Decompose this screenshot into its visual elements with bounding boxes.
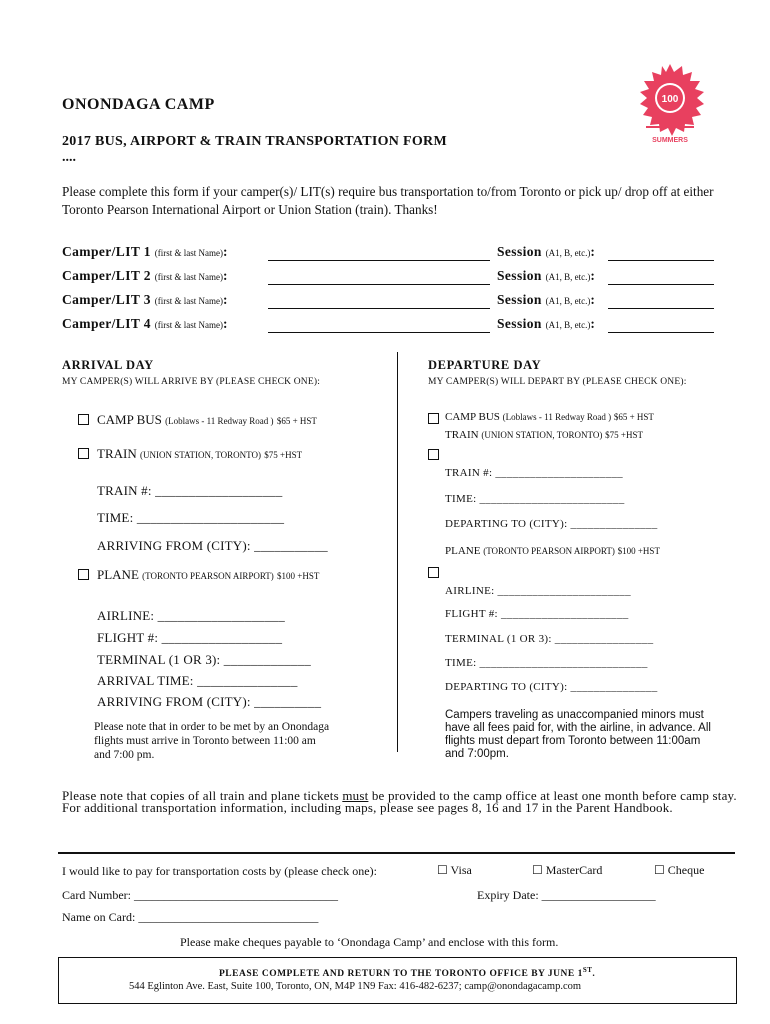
departure-note: Campers traveling as unaccompanied minors must have all fees paid for, with the airline, in advance. All flights must depart from Toronto between 11:00am and 7:00pm.: [445, 709, 711, 760]
arrival-plane-option: PLANE (TORONTO PEARSON AIRPORT) $100 +HST: [97, 567, 320, 582]
tickets-note: Please note that copies of all train and plane tickets must be provided to the camp office at least one month before camp stay. For additional transportation information, including maps, please see pages 8, 16 and 17 in the Parent Handbook.: [62, 788, 737, 815]
session-3-label: Session (A1, B, etc.):: [497, 292, 596, 307]
section-rule: [58, 852, 735, 854]
session-3-line[interactable]: [608, 308, 714, 309]
arrival-terminal-field[interactable]: TERMINAL (1 OR 3): _____________: [97, 652, 311, 667]
arrival-train-option: TRAIN (UNION STATION, TORONTO) $75 +HST: [97, 446, 303, 461]
session-2-label: Session (A1, B, etc.):: [497, 268, 596, 283]
departure-to-field[interactable]: DEPARTING TO (CITY): _______________: [445, 681, 658, 693]
arrival-train-from-field[interactable]: ARRIVING FROM (CITY): ___________: [97, 538, 328, 553]
session-4-line[interactable]: [608, 332, 714, 333]
session-4-label: Session (A1, B, etc.):: [497, 316, 596, 331]
departure-terminal-field[interactable]: TERMINAL (1 OR 3): _________________: [445, 633, 654, 645]
arrival-plane-from-field[interactable]: ARRIVING FROM (CITY): __________: [97, 694, 322, 709]
office-contact: 544 Eglinton Ave. East, Suite 100, Toronto, ON, M4P 1N9 Fax: 416-482-6237; camp@onondagacamp.com: [129, 981, 582, 992]
arrival-flight-field[interactable]: FLIGHT #: __________________: [97, 630, 283, 645]
departure-time-field[interactable]: TIME: _____________________________: [445, 657, 648, 669]
arrival-note: Please note that in order to be met by an Onondaga flights must arrive in Toronto between 11:00 am and 7:00 pm.: [94, 721, 330, 761]
arrival-bus-checkbox[interactable]: [78, 414, 89, 425]
departure-train-checkbox[interactable]: [428, 449, 439, 460]
session-1-line[interactable]: [608, 260, 714, 261]
departure-plane-checkbox[interactable]: [428, 567, 439, 578]
arrival-airline-field[interactable]: AIRLINE: ___________________: [97, 608, 285, 623]
departure-flight-field[interactable]: FLIGHT #: ______________________: [445, 608, 629, 620]
camper-4-label: Camper/LIT 4 (first & last Name):: [62, 316, 228, 331]
return-deadline: PLEASE COMPLETE AND RETURN TO THE TORONTO OFFICE BY JUNE 1ST.: [219, 966, 596, 980]
departure-bus-checkbox[interactable]: [428, 413, 439, 424]
form-subtitle: 2017 BUS, AIRPORT & TRAIN TRANSPORTATION FORM: [62, 134, 447, 149]
subtitle-dots: ....: [62, 150, 76, 165]
departure-train-time-field[interactable]: TIME: _________________________: [445, 493, 625, 505]
expiry-date-field[interactable]: Expiry Date: ___________________: [477, 888, 656, 902]
name-on-card-field[interactable]: Name on Card: ______________________________: [62, 910, 319, 924]
departure-bus-option: CAMP BUS (Loblaws - 11 Redway Road ) $65 + HST: [445, 411, 654, 423]
camper-4-name-line[interactable]: [268, 332, 490, 333]
cheque-note: Please make cheques payable to ‘Onondaga Camp’ and enclose with this form.: [180, 935, 559, 949]
intro-text: Please complete this form if your camper(s)/ LIT(s) require bus transportation to/from Toronto or pick up/ drop off at either Toronto Pearson International Airport or Union Station (train). Thanks!: [62, 184, 714, 217]
camper-1-name-line[interactable]: [268, 260, 490, 261]
arrival-heading: ARRIVAL DAY: [62, 358, 154, 372]
arrival-train-checkbox[interactable]: [78, 448, 89, 459]
arrival-bus-option: CAMP BUS (Loblaws - 11 Redway Road ) $65 + HST: [97, 412, 317, 427]
departure-subheading: MY CAMPER(S) WILL DEPART BY (PLEASE CHECK ONE):: [428, 377, 687, 387]
camper-2-name-line[interactable]: [268, 284, 490, 285]
camper-1-label: Camper/LIT 1 (first & last Name):: [62, 244, 228, 259]
pay-cheque-option[interactable]: ☐ Cheque: [654, 863, 705, 877]
departure-heading: DEPARTURE DAY: [428, 358, 542, 372]
session-1-label: Session (A1, B, etc.):: [497, 244, 596, 259]
pay-visa-option[interactable]: ☐ Visa: [437, 863, 472, 877]
logo-word: SUMMERS: [652, 137, 688, 144]
arrival-plane-checkbox[interactable]: [78, 569, 89, 580]
arrival-train-time-field[interactable]: TIME: ______________________: [97, 510, 285, 525]
arrival-train-number-field[interactable]: TRAIN #: ___________________: [97, 483, 283, 498]
arrival-time-field[interactable]: ARRIVAL TIME: _______________: [97, 673, 298, 688]
camper-3-name-line[interactable]: [268, 308, 490, 309]
page-title: ONONDAGA CAMP: [62, 96, 215, 113]
camper-2-label: Camper/LIT 2 (first & last Name):: [62, 268, 228, 283]
card-number-field[interactable]: Card Number: __________________________________: [62, 888, 338, 902]
departure-train-to-field[interactable]: DEPARTING TO (CITY): _______________: [445, 518, 658, 530]
departure-train-option: TRAIN (UNION STATION, TORONTO) $75 +HST: [445, 429, 643, 441]
camper-3-label: Camper/LIT 3 (first & last Name):: [62, 292, 228, 307]
departure-train-number-field[interactable]: TRAIN #: ______________________: [445, 467, 623, 479]
arrival-subheading: MY CAMPER(S) WILL ARRIVE BY (PLEASE CHECK ONE):: [62, 377, 321, 387]
camp-100-summers-logo: [624, 62, 716, 154]
departure-airline-field[interactable]: AIRLINE: _______________________: [445, 585, 631, 597]
session-2-line[interactable]: [608, 284, 714, 285]
pay-mastercard-option[interactable]: ☐ MasterCard: [532, 863, 603, 877]
logo-number: 100: [661, 94, 679, 105]
departure-plane-option: PLANE (TORONTO PEARSON AIRPORT) $100 +HST: [445, 545, 660, 557]
payment-prompt: I would like to pay for transportation costs by (please check one):: [62, 864, 377, 878]
return-info-box: [58, 957, 737, 1004]
column-divider: [397, 352, 398, 752]
